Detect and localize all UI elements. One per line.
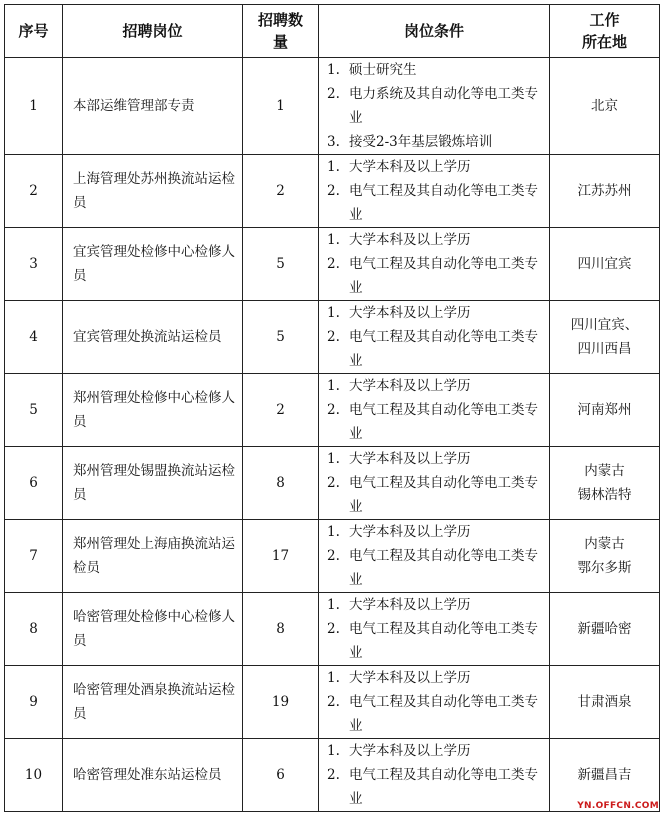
site-watermark: YN.OFFCN.COM [577, 801, 659, 811]
header-location [550, 5, 660, 58]
table-row [5, 155, 660, 228]
condition-item [327, 666, 543, 690]
condition-index: 1. [327, 62, 340, 78]
condition-index: 1. [327, 305, 340, 321]
table-row [5, 447, 660, 520]
cell-conditions [319, 301, 550, 374]
condition-text: 硕士研究生 [349, 62, 417, 78]
condition-text: 大学本科及以上学历 [349, 743, 471, 759]
cell-position: 哈密管理处准东站运检员 [63, 739, 243, 812]
condition-text: 大学本科及以上学历 [349, 524, 471, 540]
condition-index: 2. [327, 183, 340, 199]
condition-index: 1. [327, 232, 340, 248]
condition-item [327, 130, 543, 154]
condition-item [327, 374, 543, 398]
location-line: 新疆昌吉 [577, 767, 632, 783]
location-line: 新疆哈密 [577, 621, 632, 637]
cell-conditions [319, 228, 550, 301]
condition-index: 2. [327, 329, 340, 345]
cell-count: 5 [243, 228, 319, 301]
cell-location [550, 228, 660, 301]
condition-item [327, 58, 543, 82]
condition-item [327, 82, 543, 130]
condition-index: 2. [327, 86, 340, 102]
cell-location [550, 593, 660, 666]
condition-item [327, 228, 543, 252]
table-row [5, 301, 660, 374]
cell-count: 2 [243, 374, 319, 447]
condition-text: 电气工程及其自动化等电工类专业 [349, 183, 538, 223]
cell-count: 2 [243, 155, 319, 228]
location-line: 内蒙古 [584, 463, 625, 479]
condition-item [327, 398, 543, 446]
cell-position: 郑州管理处锡盟换流站运检员 [63, 447, 243, 520]
cell-location [550, 666, 660, 739]
condition-index: 3. [327, 134, 340, 150]
condition-item [327, 763, 543, 811]
condition-item [327, 301, 543, 325]
cell-serial: 1 [5, 58, 63, 155]
location-line: 河南郑州 [577, 402, 632, 418]
condition-item [327, 179, 543, 227]
condition-text: 大学本科及以上学历 [349, 597, 471, 613]
cell-serial: 8 [5, 593, 63, 666]
condition-item [327, 325, 543, 373]
condition-index: 2. [327, 475, 340, 491]
header-location-line1: 工作 [589, 11, 620, 29]
condition-text: 电气工程及其自动化等电工类专业 [349, 767, 538, 807]
condition-index: 2. [327, 402, 340, 418]
condition-text: 大学本科及以上学历 [349, 451, 471, 467]
condition-text: 电气工程及其自动化等电工类专业 [349, 548, 538, 588]
cell-count: 19 [243, 666, 319, 739]
condition-text: 电力系统及其自动化等电工类专业 [349, 86, 538, 126]
condition-item [327, 593, 543, 617]
header-count [243, 5, 319, 58]
header-serial: 序号 [5, 5, 63, 58]
cell-count: 17 [243, 520, 319, 593]
cell-count: 8 [243, 447, 319, 520]
cell-location [550, 374, 660, 447]
location-line: 锡林浩特 [577, 487, 632, 503]
cell-conditions [319, 593, 550, 666]
location-line: 北京 [591, 98, 618, 114]
table-row [5, 520, 660, 593]
cell-serial: 6 [5, 447, 63, 520]
condition-text: 大学本科及以上学历 [349, 232, 471, 248]
condition-index: 1. [327, 670, 340, 686]
cell-serial: 5 [5, 374, 63, 447]
table-row [5, 739, 660, 812]
cell-position: 郑州管理处检修中心检修人员 [63, 374, 243, 447]
condition-item [327, 690, 543, 738]
condition-index: 1. [327, 743, 340, 759]
condition-text: 电气工程及其自动化等电工类专业 [349, 329, 538, 369]
cell-position: 哈密管理处检修中心检修人员 [63, 593, 243, 666]
condition-index: 2. [327, 694, 340, 710]
cell-position: 上海管理处苏州换流站运检员 [63, 155, 243, 228]
cell-position: 宜宾管理处换流站运检员 [63, 301, 243, 374]
condition-item [327, 252, 543, 300]
condition-item [327, 155, 543, 179]
cell-count: 5 [243, 301, 319, 374]
location-line: 鄂尔多斯 [577, 560, 632, 576]
header-count-line2: 量 [272, 33, 288, 51]
cell-conditions [319, 447, 550, 520]
header-row [5, 5, 660, 58]
condition-index: 1. [327, 159, 340, 175]
location-line: 四川宜宾、 [570, 317, 639, 333]
table-row [5, 374, 660, 447]
condition-index: 1. [327, 451, 340, 467]
cell-location [550, 301, 660, 374]
condition-text: 接受2-3年基层锻炼培训 [349, 134, 493, 150]
cell-location [550, 447, 660, 520]
table-row [5, 593, 660, 666]
cell-conditions [319, 666, 550, 739]
cell-count: 1 [243, 58, 319, 155]
condition-text: 电气工程及其自动化等电工类专业 [349, 256, 538, 296]
cell-location [550, 520, 660, 593]
location-line: 甘肃酒泉 [577, 694, 632, 710]
condition-item [327, 447, 543, 471]
condition-item [327, 471, 543, 519]
cell-serial: 7 [5, 520, 63, 593]
cell-conditions [319, 739, 550, 812]
cell-position: 本部运维管理部专责 [63, 58, 243, 155]
condition-text: 电气工程及其自动化等电工类专业 [349, 694, 538, 734]
cell-serial: 4 [5, 301, 63, 374]
header-location-line2: 所在地 [581, 33, 627, 51]
location-line: 四川西昌 [577, 341, 632, 357]
condition-item [327, 544, 543, 592]
cell-count: 6 [243, 739, 319, 812]
condition-index: 2. [327, 256, 340, 272]
cell-serial: 10 [5, 739, 63, 812]
cell-serial: 2 [5, 155, 63, 228]
recruitment-table [4, 4, 660, 812]
condition-text: 大学本科及以上学历 [349, 159, 471, 175]
location-line: 江苏苏州 [577, 183, 632, 199]
condition-index: 2. [327, 621, 340, 637]
cell-location [550, 58, 660, 155]
condition-item [327, 739, 543, 763]
cell-position: 哈密管理处酒泉换流站运检员 [63, 666, 243, 739]
table-body [5, 58, 660, 812]
header-count-line1: 招聘数 [257, 11, 303, 29]
location-line: 四川宜宾 [577, 256, 632, 272]
condition-text: 大学本科及以上学历 [349, 378, 471, 394]
cell-serial: 3 [5, 228, 63, 301]
cell-conditions [319, 58, 550, 155]
cell-location [550, 155, 660, 228]
condition-index: 1. [327, 524, 340, 540]
condition-text: 电气工程及其自动化等电工类专业 [349, 621, 538, 661]
header-position: 招聘岗位 [63, 5, 243, 58]
cell-conditions [319, 374, 550, 447]
cell-conditions [319, 520, 550, 593]
condition-text: 电气工程及其自动化等电工类专业 [349, 475, 538, 515]
location-line: 内蒙古 [584, 536, 625, 552]
condition-item [327, 617, 543, 665]
header-conditions: 岗位条件 [319, 5, 550, 58]
condition-text: 大学本科及以上学历 [349, 670, 471, 686]
condition-text: 电气工程及其自动化等电工类专业 [349, 402, 538, 442]
cell-serial: 9 [5, 666, 63, 739]
cell-conditions [319, 155, 550, 228]
condition-index: 2. [327, 548, 340, 564]
condition-index: 1. [327, 378, 340, 394]
condition-item [327, 520, 543, 544]
condition-index: 2. [327, 767, 340, 783]
cell-position: 宜宾管理处检修中心检修人员 [63, 228, 243, 301]
table-row [5, 58, 660, 155]
condition-text: 大学本科及以上学历 [349, 305, 471, 321]
cell-position: 郑州管理处上海庙换流站运检员 [63, 520, 243, 593]
table-row [5, 666, 660, 739]
condition-index: 1. [327, 597, 340, 613]
cell-count: 8 [243, 593, 319, 666]
table-row [5, 228, 660, 301]
